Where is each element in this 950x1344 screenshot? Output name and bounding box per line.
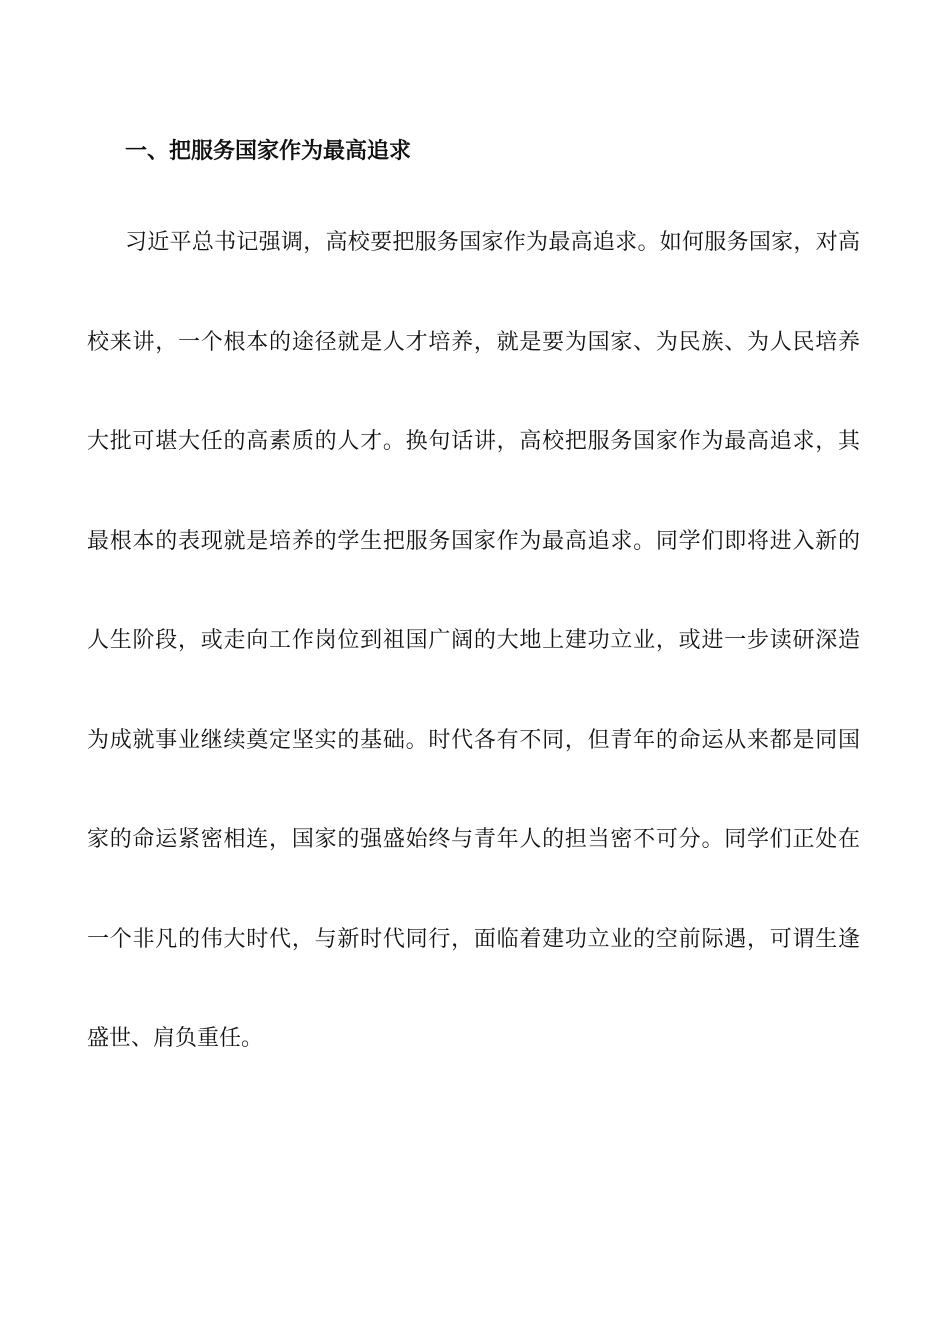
paragraph-line: 最根本的表现就是培养的学生把服务国家作为最高追求。同学们即将进入新的: [87, 528, 860, 554]
paragraph-line: 为成就事业继续奠定坚实的基础。时代各有不同，但青年的命运从来都是同国: [87, 727, 860, 753]
paragraph-line: 习近平总书记强调，高校要把服务国家作为最高追求。如何服务国家，对高: [125, 230, 860, 255]
body-paragraph: [87, 193, 860, 1089]
paragraph-line: 盛世、肩负重任。: [87, 1026, 264, 1051]
paragraph-line: 校来讲，一个根本的途径就是人才培养，就是要为国家、为民族、为人民培养: [87, 329, 860, 355]
paragraph-line: 家的命运紧密相连，国家的强盛始终与青年人的担当密不可分。同学们正处在: [87, 827, 860, 852]
paragraph-line: 人生阶段，或走向工作岗位到祖国广阔的大地上建功立业，或进一步读研深造: [87, 628, 860, 653]
paragraph-line: 一个非凡的伟大时代，与新时代同行，面临着建功立业的空前际遇，可谓生逢: [87, 926, 860, 952]
section-heading: 一、把服务国家作为最高追求: [125, 139, 412, 164]
paragraph-line: 大批可堪大任的高素质的人才。换句话讲，高校把服务国家作为最高追求，其: [87, 429, 860, 454]
